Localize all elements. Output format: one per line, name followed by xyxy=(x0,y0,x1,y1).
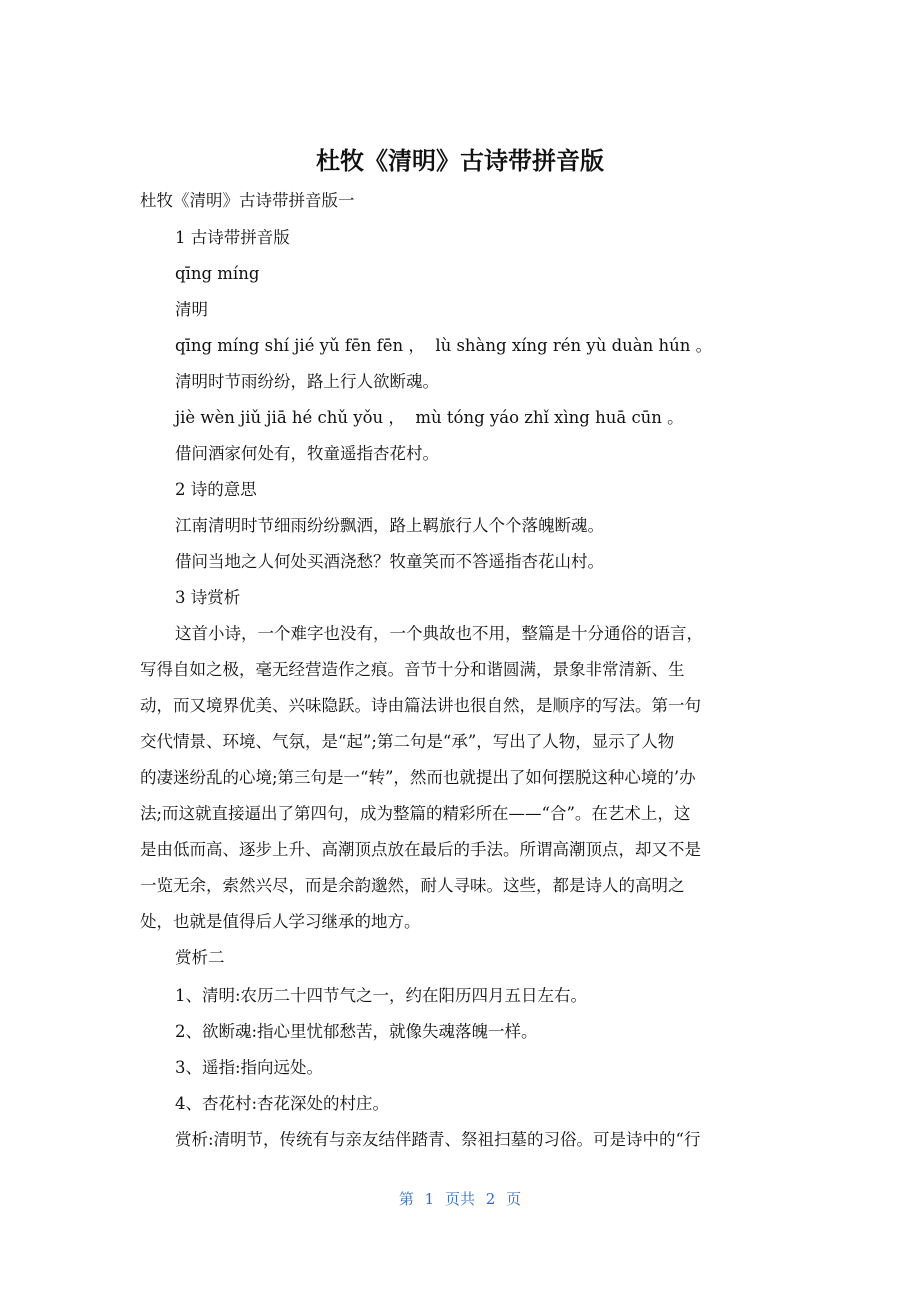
meaning-line: 借问当地之人何处买酒浇愁？牧童笑而不答遥指杏花山村。 xyxy=(175,552,604,571)
poem-line-pinyin: qīng míng shí jié yǔ fēn fēn ， lù shàng xíng rén yù duàn hún 。 xyxy=(175,336,713,355)
poem-line-pinyin: jiè wèn jiǔ jiā hé chǔ yǒu ， mù tóng yáo zhǐ xìng huā cūn 。 xyxy=(175,408,684,427)
section-heading: 赏析二 xyxy=(175,948,225,967)
analysis-line: 处，也就是值得后人学习继承的地方。 xyxy=(140,912,421,931)
document-title: 杜牧《清明》古诗带拼音版 xyxy=(316,147,604,175)
section-heading: 1 古诗带拼音版 xyxy=(175,228,290,247)
page-footer: 第 1 页共 2 页 xyxy=(398,1190,522,1208)
poem-line: 借问酒家何处有，牧童遥指杏花村。 xyxy=(175,444,439,463)
note-line: 4、杏花村:杏花深处的村庄。 xyxy=(175,1094,390,1113)
analysis-line: 这首小诗，一个难字也没有，一个典故也不用，整篇是十分通俗的语言， xyxy=(175,624,703,643)
analysis-line: 动，而又境界优美、兴味隐跃。诗由篇法讲也很自然，是顺序的写法。第一句 xyxy=(140,696,701,715)
analysis-line: 交代情景、环境、气氛，是“起”;第二句是“承”，写出了人物，显示了人物 xyxy=(140,732,675,751)
section-heading: 3 诗赏析 xyxy=(175,588,241,607)
analysis-line: 写得自如之极，毫无经营造作之痕。音节十分和谐圆满，景象非常清新、生 xyxy=(140,660,685,679)
note-line: 2、欲断魂:指心里忧郁愁苦，就像失魂落魄一样。 xyxy=(175,1022,538,1041)
poem-title: 清明 xyxy=(175,300,208,319)
subtitle: 杜牧《清明》古诗带拼音版一 xyxy=(140,191,355,210)
note-line: 赏析:清明节，传统有与亲友结伴踏青、祭祖扫墓的习俗。可是诗中的“行 xyxy=(175,1130,701,1149)
note-line: 3、遥指:指向远处。 xyxy=(175,1058,324,1077)
analysis-line: 的凄迷纷乱的心境;第三句是一“转”，然而也就提出了如何摆脱这种心境的’办 xyxy=(140,768,696,787)
analysis-line: 一览无余，索然兴尽，而是余韵邈然，耐人寻味。这些，都是诗人的高明之 xyxy=(140,876,685,895)
poem-title-pinyin: qīng míng xyxy=(175,264,260,283)
note-line: 1、清明:农历二十四节气之一，约在阳历四月五日左右。 xyxy=(175,986,588,1005)
poem-line: 清明时节雨纷纷，路上行人欲断魂。 xyxy=(175,372,439,391)
analysis-line: 是由低而高、逐步上升、高潮顶点放在最后的手法。所谓高潮顶点，却又不是 xyxy=(140,840,701,859)
meaning-line: 江南清明时节细雨纷纷飘洒，路上羁旅行人个个落魄断魂。 xyxy=(175,516,604,535)
section-heading: 2 诗的意思 xyxy=(175,480,257,499)
analysis-line: 法;而这就直接逼出了第四句，成为整篇的精彩所在——“合”。在艺术上，这 xyxy=(140,804,691,823)
